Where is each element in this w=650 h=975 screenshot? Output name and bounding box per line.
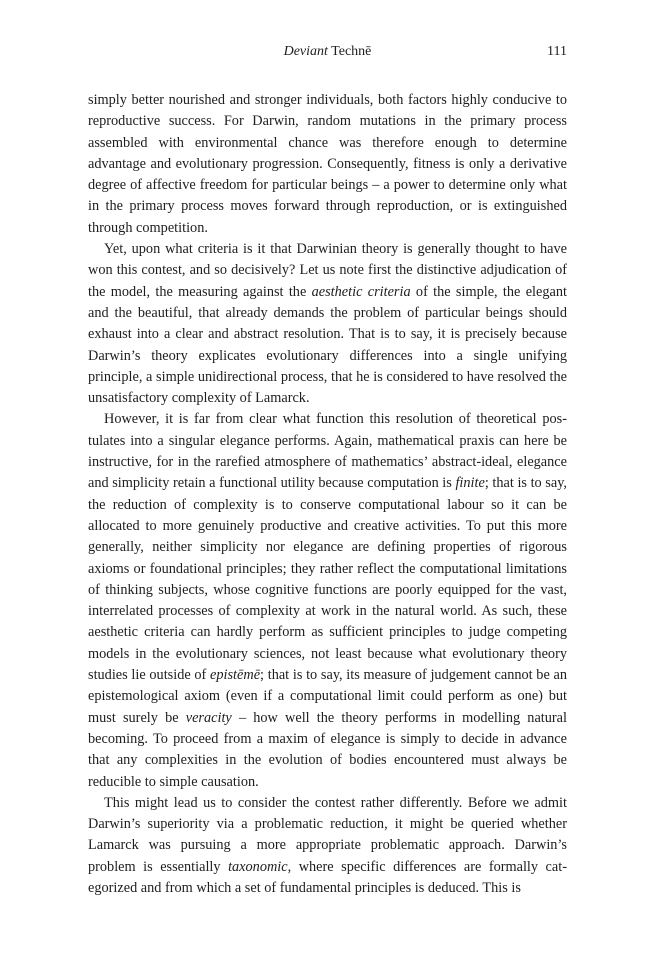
emphasis-aesthetic-criteria: aesthetic criteria [311, 283, 411, 300]
paragraph-text: , where specific differences are formally categorized and from which a set of fundamental principles is deduced. This is [88, 858, 567, 896]
emphasis-finite: finite [455, 475, 485, 492]
emphasis-veracity: veracity [185, 709, 232, 726]
running-title [88, 44, 567, 60]
body-text [88, 90, 567, 899]
running-title-italic: Deviant [283, 44, 328, 59]
paragraph-text: simply better nourished and stronger individuals, both factors highly conducive to reproductive success. For Darwin, random mutations in the primary process assembled with environmental chance was therefore enough to determine advantage and evolutionary progression. Consequently, fitness is only a derivative degree of affective freedom for particular beings – a power to determine only what in the primary process moves forward through reproduction, or is extinguished through competition. [88, 92, 567, 236]
paragraph-3 [88, 409, 567, 792]
paragraph-text: ; that is to say, its measure of judgement cannot be an epistemological axiom (even if a computational limit could perform as one) but must surely be [88, 667, 567, 726]
emphasis-episteme: epistēmē [210, 667, 261, 684]
paragraph-text: ; that is to say, the reduction of complexity is to conserve computational labour so it can be allocated to more genuinely productive and creative activities. To put this more generally, neither simplicity nor elegance are defining properties of rigorous axioms or foundational principles; they rather reflect the computational limitations of thinking subjects, whose cognitive functions are poorly equipped for the vast, interrelated processes of complexity at work in the natural world. As such, these aesthetic criteria can hardly perform as sufficient principles to judge competing models in the evolutionary sciences, not least because what evolutionary theory studies lie outside of [88, 475, 567, 684]
paragraph-text: This might lead us to consider the contest rather differently. Before we admit Darwin’s superiority via a problematic reduction, it might be queried whether Lamarck was pursuing a more appropriate problematic approach. Darwin’s problem is essentially [88, 794, 567, 875]
paragraph-2 [88, 239, 567, 409]
paragraph-1 [88, 90, 567, 239]
paragraph-text: However, it is far from clear what function this resolution of theoretical postulates into a singular elegance performs. Again, mathematical praxis can here be instructive, for in the rarefied atmosphere of mathematics’ abstract-ideal, elegance and simplicity retain a functional utility because computation is [88, 411, 567, 492]
paragraph-4 [88, 793, 567, 899]
paragraph-text: – how well the theory performs in modelling natural becoming. To proceed from a maxim of elegance is simply to decide in advance that any complexities in the evolution of bodies encountered must always be reducible to simple causation. [88, 709, 567, 790]
paragraph-text: Yet, upon what criteria is it that Darwinian theory is generally thought to have won this contest, and so decisively? Let us note first the distinctive adjudication of the model, the measuring against the [88, 241, 567, 300]
emphasis-taxonomic: taxonomic [228, 858, 288, 875]
paragraph-text: of the simple, the elegant and the beautiful, that already demands the problem of particular beings should exhaust into a clear and abstract resolution. That is to say, it is precisely because Darwin’s theory explicates evolutionary differences into a single unifying principle, a simple unidirectional process, that he is considered to have resolved the unsatisfactory complexity of Lamarck. [88, 283, 567, 407]
running-header [88, 44, 567, 64]
running-title-rest: Technē [327, 44, 372, 59]
page-number: 111 [547, 44, 567, 59]
